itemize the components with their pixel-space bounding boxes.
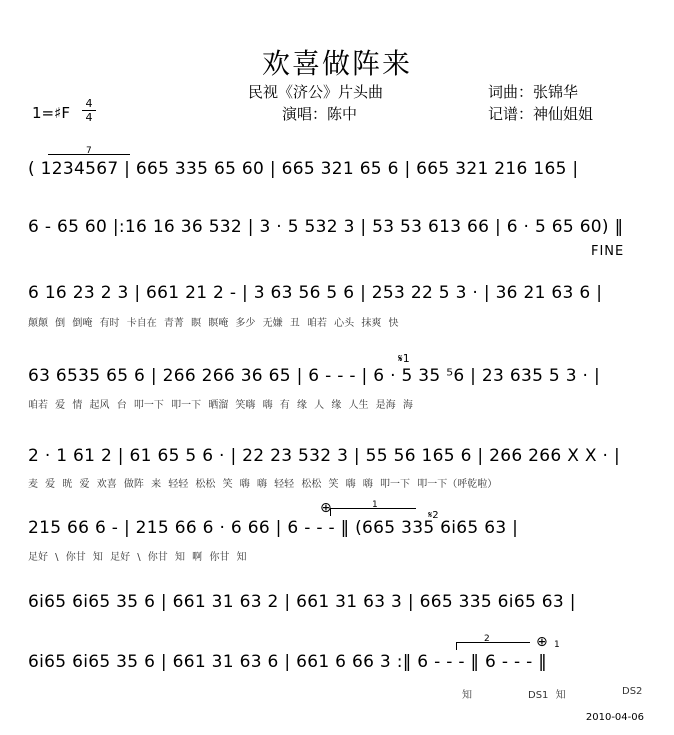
volta-bracket-2 — [456, 642, 530, 643]
score-line-6: 215 66 6 - | 215 66 6 · 6 66 | 6 - - - ‖ (665 335 6i65 63 | — [28, 518, 519, 538]
score-line-5: 2 · 1 61 2 | 61 65 5 6 · | 22 23 532 3 | 55 56 165 6 | 266 266 X X · | — [28, 446, 620, 466]
key-signature: 1=♯F — [32, 104, 70, 122]
score-line-7: 6i65 6i65 35 6 | 661 31 63 2 | 661 31 63 3 | 665 335 6i65 63 | — [28, 592, 576, 612]
lyricist-composer: 词曲：张锦华 — [488, 83, 579, 101]
score-line-2: 6 - 65 60 |:16 16 36 532 | 3 · 5 532 3 | 53 53 613 66 | 6 · 5 65 60) ‖ — [28, 217, 624, 237]
lyrics-line-2: 咱若 爱 情 起风 台 叩一下 叩一下 晒溜 笑嗨 嗨 有 缘 人 缘 人生 是海 海 — [28, 400, 413, 411]
ending-label-1: 知 — [462, 690, 472, 701]
ending-label-3: DS2 — [622, 686, 643, 697]
transcriber: 记谱：神仙姐姐 — [488, 105, 594, 123]
lyrics-line-1: 颠颠 倒 倒唵 有时 卡自在 青菁 瞑 瞑唵 多少 无嫌 丑 咱若 心头 抹爽 快 — [28, 318, 399, 329]
time-signature-top: 4 — [85, 97, 93, 110]
score-line-1: ( 1234567 | 665 335 65 60 | 665 321 65 6 | 665 321 216 165 | — [28, 159, 579, 179]
volta-bracket-2-edge — [456, 642, 457, 650]
song-title: 欢喜做阵来 — [261, 47, 412, 80]
ending-label-2: DS1 知 — [528, 690, 566, 701]
date-stamp: 2010-04-06 — [585, 712, 644, 723]
segno-1: 𝄋1 — [398, 352, 410, 365]
volta-number-2: 2 — [484, 634, 490, 644]
volta-number-3: 1 — [554, 640, 560, 650]
singer: 演唱：陈中 — [282, 105, 358, 123]
score-line-8: 6i65 6i65 35 6 | 661 31 63 6 | 661 6 66 3 :‖ 6 - - - ‖ 6 - - - ‖ — [28, 652, 548, 672]
coda-icon-2: ⊕ — [320, 500, 332, 516]
subtitle: 民视《济公》片头曲 — [248, 83, 384, 101]
fine-label: FINE — [591, 244, 625, 259]
coda-icon: ⊕ — [536, 634, 548, 650]
tuplet-number: 7 — [86, 146, 92, 156]
time-signature — [82, 98, 96, 123]
score-line-4: 63 6535 65 6 | 266 266 36 65 | 6 - - - | 6 · 5 35 ⁵6 | 23 635 5 3 · | — [28, 366, 600, 386]
score-line-3: 6 16 23 2 3 | 661 21 2 - | 3 63 56 5 6 | 253 22 5 3 · | 36 21 63 6 | — [28, 283, 603, 303]
volta-number-1: 1 — [372, 500, 378, 510]
lyrics-line-3: 麦 爱 晄 爱 欢喜 做阵 来 轻轻 松松 笑 嗨 嗨 轻轻 松松 笑 嗨 嗨 叩一下 叩一下（呼乾啦） — [28, 479, 498, 490]
lyrics-line-4: 足好 \ 你甘 知 足好 \ 你甘 知 啊 你甘 知 — [28, 552, 247, 563]
time-signature-bottom: 4 — [85, 111, 93, 124]
segno-2: 𝄋2 — [428, 510, 439, 521]
